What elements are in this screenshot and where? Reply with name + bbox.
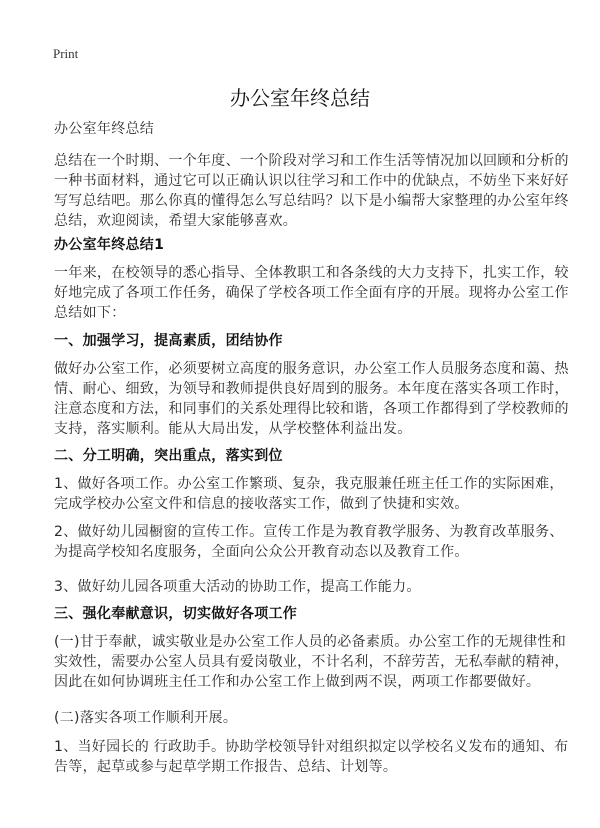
paragraph-line: 总结在一个时期、一个年度、一个阶段对学习和工作生活等情况加以回顾和分析的 — [54, 153, 569, 169]
paragraph-line: 做好办公室工作，必须要树立高度的服务意识，办公室工作人员服务态度和蔼、热 — [54, 361, 569, 377]
paragraph-line: 1、当好园长的 行政助手。协助学校领导针对组织拟定以学校名义发布的通知、布 — [54, 739, 569, 755]
paragraph-line: 支持，落实顺利。能从大局出发，从学校整体利益出发。 — [54, 421, 412, 437]
page-title: 办公室年终总结 — [230, 86, 370, 110]
paragraph-line: 办公室年终总结 — [54, 121, 155, 137]
print-link[interactable]: Print — [53, 46, 79, 61]
paragraph-line: 好地完成了各项工作任务，确保了学校各项工作全面有序的开展。现将办公室工作 — [54, 285, 569, 301]
paragraph-line: 总结如下： — [54, 305, 126, 321]
paragraph-line: 为提高学校知名度服务，全面向公众公开教育动态以及教育工作。 — [54, 544, 469, 560]
paragraph-line: 1、做好各项工作。办公室工作繁琐、复杂，我克服兼任班主任工作的实际困难， — [54, 476, 564, 492]
paragraph-line: 完成学校办公室文件和信息的接收落实工作，做到了快捷和实效。 — [54, 496, 469, 512]
section-heading: 一、加强学习，提高素质，团结协作 — [54, 333, 283, 349]
section-heading: 三、强化奉献意识，切实做好各项工作 — [54, 606, 298, 622]
paragraph-line: 告等，起草或参与起草学期工作报告、总结、计划等。 — [54, 759, 398, 775]
paragraph-line: (一)甘于奉献，诚实敬业是办公室工作人员的必备素质。办公室工作的无规律性和 — [54, 634, 567, 650]
paragraph-line: 3、做好幼儿园各项重大活动的协助工作，提高工作能力。 — [54, 579, 421, 595]
paragraph-line: 写写总结吧。那么你真的懂得怎么写总结吗？以下是小编帮大家整理的办公室年终 — [54, 193, 569, 209]
paragraph-line: 一年来，在校领导的悉心指导、全体教职工和各条线的大力支持下，扎实工作，较 — [54, 265, 569, 281]
paragraph-line: 2、做好幼儿园橱窗的宣传工作。宣传工作是为教育教学服务、为教育改革服务、 — [54, 524, 564, 540]
section-heading: 二、分工明确，突出重点，落实到位 — [54, 448, 283, 464]
paragraph-line: 因此在如何协调班主任工作和办公室工作上做到两不误，两项工作都要做好。 — [54, 674, 541, 690]
section-heading: 办公室年终总结1 — [54, 237, 165, 253]
paragraph-line: 总结，欢迎阅读，希望大家能够喜欢。 — [54, 213, 298, 229]
paragraph-line: 情、耐心、细致，为领导和教师提供良好周到的服务。本年度在落实各项工作时， — [54, 381, 569, 397]
paragraph-line: (二)落实各项工作顺利开展。 — [54, 710, 238, 726]
paragraph-line: 注意态度和方法，和同事们的关系处理得比较和谐，各项工作都得到了学校教师的 — [54, 401, 569, 417]
paragraph-line: 一种书面材料，通过它可以正确认识以往学习和工作中的优缺点，不妨坐下来好好 — [54, 173, 569, 189]
paragraph-line: 实效性，需要办公室人员具有爱岗敬业，不计名利，不辞劳苦，无私奉献的精神， — [54, 654, 569, 670]
